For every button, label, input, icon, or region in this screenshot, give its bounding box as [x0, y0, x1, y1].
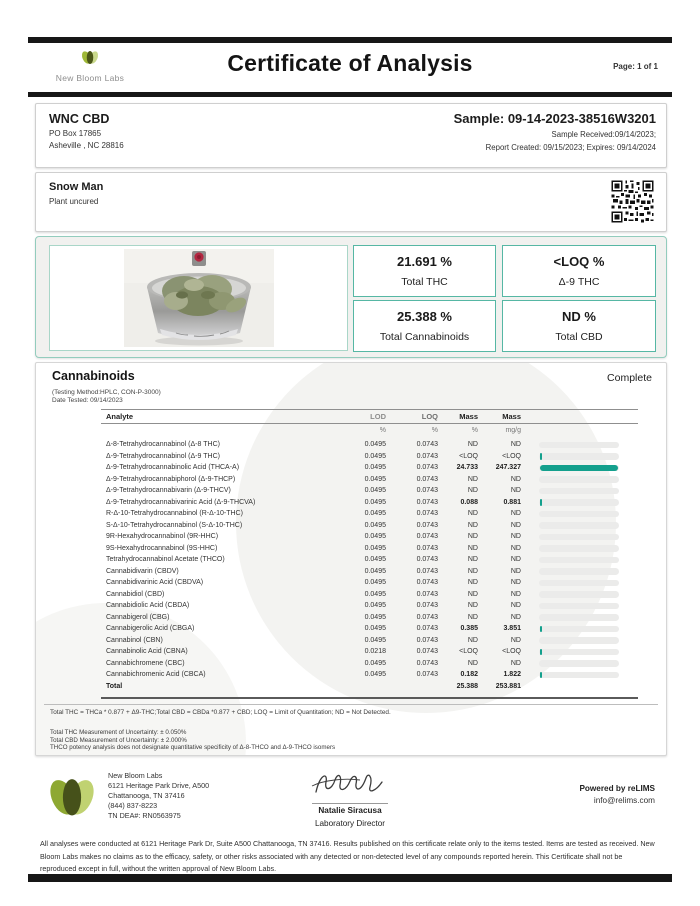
analyte-mass-pct: ND — [467, 441, 478, 448]
analyte-name: 9R-Hexahydrocannabinol (9R-HHC) — [106, 533, 219, 540]
footer-lab-address2: Chattanooga, TN 37416 — [108, 791, 185, 800]
summary-total-thc — [353, 245, 496, 297]
analyte-bar — [539, 637, 619, 644]
analyte-loq: 0.0743 — [416, 613, 438, 621]
analyte-mass-mgg: ND — [510, 636, 521, 644]
analyte-mass-pct: <LOQ — [459, 648, 478, 655]
analyte-mass-pct: 24.733 — [456, 464, 478, 471]
analyte-loq: 0.0743 — [416, 533, 438, 540]
analyte-name: Δ-9-Tetrahydrocannabiphorol (Δ-9-THCP) — [106, 475, 236, 483]
bar-fill — [540, 453, 542, 460]
analyte-mass-mgg: 3.851 — [503, 625, 521, 632]
analyte-mass-mgg: ND — [510, 602, 521, 609]
analyte-mass-pct: ND — [467, 533, 478, 540]
table-row — [36, 439, 666, 451]
bar-track — [539, 442, 619, 449]
total-label: Total — [106, 682, 123, 690]
analyte-mass-pct: 0.385 — [460, 625, 478, 632]
sample-matrix: Plant uncured — [49, 197, 99, 206]
analyte-mass-mgg: ND — [510, 475, 521, 483]
col-analyte: Analyte — [106, 412, 134, 421]
date-tested: Date Tested: 09/14/2023 — [52, 397, 123, 404]
summary-total-cannabinoids — [353, 300, 496, 352]
page-title: Certificate of Analysis — [227, 50, 473, 76]
analyte-lod: 0.0218 — [364, 648, 386, 655]
sample-name-card — [35, 172, 667, 232]
analyte-loq: 0.0743 — [416, 590, 438, 598]
analyte-loq: 0.0743 — [416, 648, 438, 655]
table-total-row — [36, 681, 666, 693]
bottom-rule — [28, 874, 672, 882]
table-row — [36, 508, 666, 520]
analyte-bar — [539, 649, 619, 656]
client-address-2: Asheville , NC 28816 — [49, 141, 124, 150]
table-rows — [36, 439, 666, 681]
analyte-loq: 0.0743 — [416, 556, 438, 563]
analyte-lod: 0.0495 — [364, 464, 386, 471]
analyte-name: Cannabidiolic Acid (CBDA) — [106, 602, 190, 609]
analyte-lod: 0.0495 — [364, 602, 386, 609]
analyte-mass-pct: ND — [467, 636, 478, 644]
bar-fill — [540, 649, 542, 656]
bar-track — [539, 660, 619, 667]
summary-d9-thc — [502, 245, 656, 297]
analyte-lod: 0.0495 — [364, 567, 386, 575]
table-row — [36, 658, 666, 670]
footer-logo-icon — [46, 770, 98, 822]
table-row — [36, 600, 666, 612]
bar-track — [539, 534, 619, 541]
analyte-lod: 0.0495 — [364, 510, 386, 517]
page-number: Page: 1 of 1 — [613, 62, 658, 71]
analyte-name: Cannabinol (CBN) — [106, 636, 163, 644]
table-rule-bottom — [101, 697, 638, 699]
section-status: Complete — [607, 372, 652, 384]
cannabinoids-section — [35, 362, 667, 756]
analyte-loq: 0.0743 — [416, 441, 438, 448]
analyte-mass-mgg: ND — [510, 659, 521, 667]
total-cbd-label: Total CBD — [555, 331, 603, 343]
bar-track — [539, 649, 619, 656]
analyte-mass-mgg: ND — [510, 579, 521, 586]
analyte-name: Cannabidivarinic Acid (CBDVA) — [106, 579, 204, 586]
analyte-lod: 0.0495 — [364, 498, 386, 506]
analyte-mass-pct: ND — [467, 613, 478, 621]
table-row — [36, 554, 666, 566]
powered-by-block — [579, 784, 655, 805]
analyte-name: Δ-9-Tetrahydrocannabinol (Δ-9 THC) — [106, 452, 221, 460]
analyte-mass-mgg: 247.327 — [495, 464, 521, 471]
analyte-bar — [539, 626, 619, 633]
analyte-loq: 0.0743 — [416, 625, 438, 632]
lab-logo-text: New Bloom Labs — [55, 73, 125, 83]
qr-code — [610, 179, 655, 224]
bar-track — [539, 522, 619, 529]
analyte-name: R-Δ-10-Tetrahydrocannabinol (R-Δ-10-THC) — [106, 510, 243, 517]
header-rule — [28, 92, 672, 97]
signer-title: Laboratory Director — [314, 819, 386, 828]
bar-track — [539, 511, 619, 518]
analyte-name: Cannabichromene (CBC) — [106, 659, 185, 667]
col-mass-pct: Mass — [459, 412, 478, 421]
analyte-mass-pct: ND — [467, 659, 478, 667]
analyte-lod: 0.0495 — [364, 613, 386, 621]
table-row — [36, 623, 666, 635]
analyte-loq: 0.0743 — [416, 579, 438, 586]
analyte-mass-mgg: ND — [510, 487, 521, 494]
analyte-mass-mgg: ND — [510, 510, 521, 517]
unit-lod: % — [379, 427, 386, 434]
analyte-mass-pct: 0.088 — [460, 498, 478, 506]
analyte-bar — [539, 453, 619, 460]
thco-note: THCO potency analysis does not designate quantitative specificity of Δ-8-THCO and Δ-9-THCO isomers — [50, 744, 336, 752]
d9-thc-label: Δ-9 THC — [558, 276, 600, 288]
analyte-bar — [539, 545, 619, 552]
analyte-name: Cannabidiol (CBD) — [106, 590, 165, 598]
analyte-loq: 0.0743 — [416, 659, 438, 667]
col-lod: LOD — [370, 412, 386, 421]
sample-photo — [124, 249, 274, 347]
footer-lab-info — [108, 771, 209, 821]
analyte-bar — [539, 603, 619, 610]
analyte-mass-pct: ND — [467, 579, 478, 586]
analyte-lod: 0.0495 — [364, 533, 386, 540]
analyte-loq: 0.0743 — [416, 636, 438, 644]
analyte-bar — [539, 476, 619, 483]
table-row — [36, 485, 666, 497]
footer-lab-name: New Bloom Labs — [108, 771, 163, 780]
summary-strip — [35, 236, 667, 358]
analyte-loq: 0.0743 — [416, 498, 438, 506]
bar-track — [539, 614, 619, 621]
analyte-mass-mgg: ND — [510, 590, 521, 598]
footer-lab-dea: TN DEA#: RN0563975 — [108, 811, 181, 820]
analyte-lod: 0.0495 — [364, 636, 386, 644]
total-thc-label: Total THC — [401, 276, 448, 288]
analyte-mass-pct: ND — [467, 567, 478, 575]
contact-email: info@relims.com — [593, 796, 655, 805]
analyte-loq: 0.0743 — [416, 602, 438, 609]
summary-total-cbd — [502, 300, 656, 352]
table-row — [36, 451, 666, 463]
table-row — [36, 589, 666, 601]
analyte-bar — [539, 591, 619, 598]
bar-track — [539, 545, 619, 552]
analyte-bar — [539, 442, 619, 449]
bar-track — [539, 626, 619, 633]
analyte-lod: 0.0495 — [364, 521, 386, 529]
uncertainty-thc: Total THC Measurement of Uncertainty: ± 0.050% — [50, 729, 187, 736]
analyte-loq: 0.0743 — [416, 521, 438, 529]
client-name: WNC CBD — [49, 112, 110, 126]
analyte-name: Cannabichromenic Acid (CBCA) — [106, 671, 206, 678]
analyte-loq: 0.0743 — [416, 544, 438, 552]
analyte-name: Δ-8-Tetrahydrocannabinol (Δ-8 THC) — [106, 441, 221, 448]
analyte-bar — [539, 660, 619, 667]
sample-name: Snow Man — [49, 181, 104, 193]
analyte-name: Cannabinolic Acid (CBNA) — [106, 648, 188, 655]
total-cannabinoids-label: Total Cannabinoids — [379, 331, 470, 343]
analyte-mass-pct: ND — [467, 521, 478, 529]
bar-track — [539, 591, 619, 598]
analyte-lod: 0.0495 — [364, 556, 386, 563]
signature-line — [312, 803, 388, 804]
analyte-loq: 0.0743 — [416, 464, 438, 471]
powered-by: Powered by reLIMS — [579, 784, 655, 793]
analyte-lod: 0.0495 — [364, 487, 386, 494]
analyte-loq: 0.0743 — [416, 475, 438, 483]
analyte-mass-mgg: 1.822 — [503, 671, 521, 678]
col-loq: LOQ — [421, 412, 438, 421]
analyte-mass-pct: ND — [467, 544, 478, 552]
analyte-mass-mgg: ND — [510, 521, 521, 529]
unit-loq: % — [431, 427, 438, 434]
bar-fill — [540, 465, 618, 472]
report-created-expires: Report Created: 09/15/2023; Expires: 09/14/2024 — [485, 143, 656, 152]
table-row — [36, 531, 666, 543]
analyte-name: Cannabidivarin (CBDV) — [106, 567, 179, 575]
analyte-loq: 0.0743 — [416, 510, 438, 517]
analyte-lod: 0.0495 — [364, 441, 386, 448]
table-row — [36, 669, 666, 681]
uncertainty-cbd: Total CBD Measurement of Uncertainty: ± 2.000% — [50, 736, 187, 744]
bar-track — [539, 568, 619, 575]
analyte-mass-mgg: 0.881 — [503, 498, 521, 506]
bar-track — [539, 580, 619, 587]
analyte-lod: 0.0495 — [364, 452, 386, 460]
unit-mass-pct: % — [471, 427, 478, 434]
footer-lab-address1: 6121 Heritage Park Drive, A500 — [108, 781, 210, 790]
analyte-loq: 0.0743 — [416, 452, 438, 460]
analyte-bar — [539, 499, 619, 506]
analyte-mass-mgg: ND — [510, 613, 521, 621]
analyte-name: Tetrahydrocannabinol Acetate (THCO) — [106, 556, 225, 563]
analyte-lod: 0.0495 — [364, 590, 386, 598]
col-mass-mgg: Mass — [502, 412, 521, 421]
total-cannabinoids-value: 25.388 % — [397, 309, 452, 324]
table-row — [36, 635, 666, 647]
table-row — [36, 462, 666, 474]
table-row — [36, 520, 666, 532]
table-row — [36, 566, 666, 578]
analyte-mass-pct: ND — [467, 475, 478, 483]
table-row — [36, 543, 666, 555]
bar-fill — [540, 626, 542, 633]
analyte-lod: 0.0495 — [364, 475, 386, 483]
analyte-lod: 0.0495 — [364, 544, 386, 552]
analyte-bar — [539, 557, 619, 564]
analyte-mass-pct: ND — [467, 487, 478, 494]
client-address-1: PO Box 17865 — [49, 129, 102, 138]
analyte-mass-mgg: ND — [510, 556, 521, 563]
analyte-bar — [539, 614, 619, 621]
analyte-loq: 0.0743 — [416, 567, 438, 575]
bar-track — [539, 557, 619, 564]
analyte-mass-pct: <LOQ — [459, 452, 478, 460]
analyte-mass-mgg: ND — [510, 441, 521, 448]
analyte-mass-mgg: <LOQ — [502, 452, 521, 460]
table-row — [36, 577, 666, 589]
bar-track — [539, 476, 619, 483]
bar-track — [539, 672, 619, 679]
analyte-bar — [539, 580, 619, 587]
thc-formula-note: Total THC = THCa * 0.877 + Δ9-THC;Total CBD = CBDa *0.877 + CBD; LOQ = Limit of Quantitation; ND = Not Detected. — [50, 709, 391, 716]
analyte-mass-pct: 0.182 — [460, 671, 478, 678]
analyte-mass-pct: ND — [467, 602, 478, 609]
footnote-rule — [44, 704, 658, 705]
bar-fill — [540, 672, 542, 679]
signer-name: Natalie Siracusa — [318, 806, 382, 815]
analyte-mass-pct: ND — [467, 590, 478, 598]
analyte-bar — [539, 522, 619, 529]
table-row — [36, 612, 666, 624]
total-mass-pct: 25.388 — [456, 682, 478, 690]
analyte-mass-mgg: <LOQ — [502, 648, 521, 655]
analyte-name: S-Δ-10-Tetrahydrocannabinol (S-Δ-10-THC) — [106, 521, 243, 529]
client-sample-card — [35, 103, 667, 168]
signature-block — [270, 768, 430, 828]
analyte-bar — [539, 465, 619, 472]
sample-photo-box — [49, 245, 348, 351]
bar-track — [539, 499, 619, 506]
table-row — [36, 474, 666, 486]
total-thc-value: 21.691 % — [397, 254, 452, 269]
bar-track — [539, 637, 619, 644]
bar-track — [539, 488, 619, 495]
analyte-lod: 0.0495 — [364, 579, 386, 586]
analyte-lod: 0.0495 — [364, 659, 386, 667]
analyte-bar — [539, 568, 619, 575]
analyte-mass-mgg: ND — [510, 533, 521, 540]
analyte-loq: 0.0743 — [416, 487, 438, 494]
analyte-lod: 0.0495 — [364, 671, 386, 678]
disclaimer: All analyses were conducted at 6121 Heritage Park Dr, Suite A500 Chattanooga, TN 37416. Results published on this certificate relate only to the items tested. Items are tested as received. New Bloom Labs makes no claims as to the efficacy, safety, or other risks associated with any detected or non-detected level of any compounds reported herein. This Certificate shall not be reproduced except in full, without the written approval of New Bloom Labs. — [40, 839, 655, 873]
cannabinoids-table — [36, 409, 666, 752]
analyte-mass-pct: ND — [467, 510, 478, 517]
analyte-bar — [539, 511, 619, 518]
signature — [304, 768, 396, 798]
unit-mass-mgg: mg/g — [505, 427, 521, 434]
section-title: Cannabinoids — [52, 369, 135, 383]
analyte-mass-mgg: ND — [510, 567, 521, 575]
bar-track — [539, 453, 619, 460]
sample-id: Sample: 09-14-2023-38516W3201 — [453, 111, 656, 126]
table-row — [36, 646, 666, 658]
analyte-name: Δ-9-Tetrahydrocannabivarin (Δ-9-THCV) — [106, 487, 231, 494]
sample-received: Sample Received:09/14/2023; — [551, 130, 656, 139]
analyte-mass-mgg: ND — [510, 544, 521, 552]
analyte-name: Cannabigerolic Acid (CBGA) — [106, 625, 195, 632]
analyte-name: Δ-9-Tetrahydrocannabivarinic Acid (Δ-9-THCVA) — [106, 498, 256, 506]
analyte-name: Cannabigerol (CBG) — [106, 613, 170, 621]
d9-thc-value: <LOQ % — [553, 254, 605, 269]
analyte-bar — [539, 488, 619, 495]
bar-fill — [540, 499, 542, 506]
total-mass-mgg: 253.881 — [495, 682, 521, 690]
bar-track — [539, 603, 619, 610]
table-header-row — [36, 410, 666, 423]
testing-method: (Testing Method:HPLC, CON-P-3000) — [52, 389, 161, 396]
top-rule — [28, 37, 672, 43]
analyte-name: Δ-9-Tetrahydrocannabinolic Acid (THCA-A) — [106, 464, 240, 471]
table-row — [36, 497, 666, 509]
analyte-loq: 0.0743 — [416, 671, 438, 678]
total-cbd-value: ND % — [562, 309, 596, 324]
analyte-mass-pct: ND — [467, 556, 478, 563]
analyte-lod: 0.0495 — [364, 625, 386, 632]
table-units-row — [36, 424, 666, 439]
analyte-bar — [539, 672, 619, 679]
analyte-name: 9S-Hexahydrocannabinol (9S-HHC) — [106, 544, 218, 552]
analyte-bar — [539, 534, 619, 541]
footer-lab-phone: (844) 837-8223 — [108, 801, 158, 810]
